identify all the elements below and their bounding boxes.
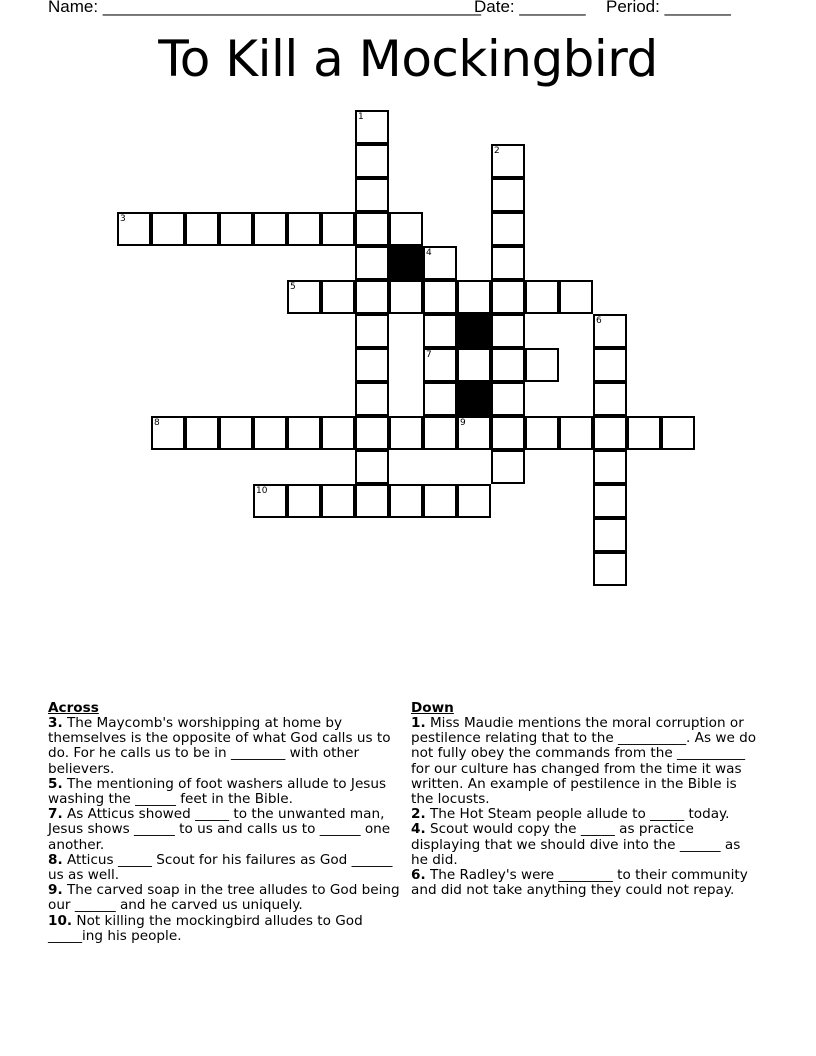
across-clue: [48, 883, 400, 913]
grid-cell[interactable]: [423, 382, 457, 416]
grid-cell[interactable]: [185, 212, 219, 246]
name-label: Name:: [48, 0, 99, 16]
black-cell: [389, 246, 423, 280]
period-label: Period:: [606, 0, 660, 16]
across-clue: [48, 853, 400, 883]
grid-cell[interactable]: [287, 212, 321, 246]
grid-cell[interactable]: [151, 416, 185, 450]
date-blank[interactable]: _______: [519, 0, 586, 16]
grid-cell[interactable]: [389, 484, 423, 518]
grid-cell[interactable]: [355, 314, 389, 348]
clue-number: 8: [154, 418, 160, 428]
grid-cell[interactable]: [525, 280, 559, 314]
down-clue: [411, 807, 761, 822]
grid-cell[interactable]: [355, 484, 389, 518]
down-clue: [411, 822, 761, 868]
grid-cell[interactable]: [117, 212, 151, 246]
grid-cell[interactable]: [389, 416, 423, 450]
clue-number: 7: [426, 350, 432, 360]
period-blank[interactable]: _______: [664, 0, 731, 16]
page-title: To Kill a Mockingbird: [158, 30, 658, 88]
grid-cell[interactable]: [491, 144, 525, 178]
grid-cell[interactable]: [593, 552, 627, 586]
clue-text: Scout would copy the _____ as practice displaying that we should dive into the ______ as he did.: [411, 821, 741, 868]
grid-cell[interactable]: [423, 416, 457, 450]
grid-cell[interactable]: [287, 280, 321, 314]
clue-number: 10.: [48, 912, 73, 929]
grid-cell[interactable]: [423, 348, 457, 382]
grid-cell[interactable]: [525, 348, 559, 382]
grid-cell[interactable]: [593, 518, 627, 552]
down-heading: Down: [411, 700, 454, 716]
grid-cell[interactable]: [287, 484, 321, 518]
across-clue: [48, 914, 400, 944]
clue-number: 3: [120, 214, 126, 224]
grid-cell[interactable]: [389, 212, 423, 246]
clue-number: 3.: [48, 715, 63, 731]
grid-cell[interactable]: [491, 314, 525, 348]
grid-cell[interactable]: [287, 416, 321, 450]
grid-cell[interactable]: [661, 416, 695, 450]
clue-number: 10: [256, 486, 268, 496]
clue-number: 2: [494, 146, 500, 156]
grid-cell[interactable]: [219, 212, 253, 246]
clue-text: Not killing the mockingbird alludes to God _____ing his people.: [48, 912, 363, 944]
grid-cell[interactable]: [525, 416, 559, 450]
grid-cell[interactable]: [321, 280, 355, 314]
grid-cell[interactable]: [627, 416, 661, 450]
clue-number: 5.: [48, 775, 63, 792]
grid-cell[interactable]: [355, 110, 389, 144]
down-clue: [411, 868, 761, 898]
grid-cell[interactable]: [355, 348, 389, 382]
grid-cell[interactable]: [355, 144, 389, 178]
clue-number: 9.: [48, 882, 63, 899]
grid-cell[interactable]: [423, 280, 457, 314]
grid-cell[interactable]: [593, 382, 627, 416]
grid-cell[interactable]: [151, 212, 185, 246]
grid-cell[interactable]: [491, 450, 525, 484]
grid-cell[interactable]: [491, 212, 525, 246]
grid-cell[interactable]: [423, 484, 457, 518]
across-clue: [48, 777, 400, 807]
clue-number: 1.: [411, 715, 426, 731]
clue-number: 9: [460, 418, 466, 428]
grid-cell[interactable]: [355, 450, 389, 484]
grid-cell[interactable]: [355, 280, 389, 314]
clue-text: Atticus _____ Scout for his failures as God ______ us as well.: [48, 851, 393, 884]
grid-cell[interactable]: [593, 314, 627, 348]
clue-text: As Atticus showed _____ to the unwanted man, Jesus shows ______ to us and calls us to ______ one another.: [48, 806, 391, 853]
clue-text: The Radley's were ________ to their community and did not take anything they could not repay.: [411, 867, 748, 899]
grid-cell[interactable]: [423, 246, 457, 280]
clue-number: 2.: [411, 806, 426, 823]
down-clues: [411, 700, 761, 898]
grid-cell[interactable]: [253, 484, 287, 518]
grid-cell[interactable]: [593, 416, 627, 450]
grid-cell[interactable]: [423, 314, 457, 348]
grid-cell[interactable]: [355, 416, 389, 450]
black-cell: [457, 382, 491, 416]
grid-cell[interactable]: [321, 416, 355, 450]
clue-number: 4: [426, 248, 432, 258]
grid-cell[interactable]: [185, 416, 219, 450]
grid-cell[interactable]: [559, 416, 593, 450]
grid-cell[interactable]: [593, 348, 627, 382]
grid-cell[interactable]: [219, 416, 253, 450]
clue-text: The Maycomb's worshipping at home by themselves is the opposite of what God calls us to do. For he calls us to be in ________ with other believers.: [48, 715, 391, 777]
grid-cell[interactable]: [457, 348, 491, 382]
clue-number: 5: [290, 282, 296, 292]
clue-number: 6: [596, 316, 602, 326]
grid-cell[interactable]: [253, 416, 287, 450]
name-blank[interactable]: ________________________________________: [102, 0, 481, 16]
clue-text: The Hot Steam people allude to _____ today.: [429, 806, 730, 823]
grid-cell[interactable]: [355, 212, 389, 246]
black-cell: [457, 314, 491, 348]
across-clue: [48, 716, 400, 777]
clue-text: The carved soap in the tree alludes to God being our ______ and he carved us uniquely.: [48, 882, 400, 914]
grid-cell[interactable]: [389, 280, 423, 314]
grid-cell[interactable]: [491, 416, 525, 450]
down-clue: [411, 716, 761, 807]
grid-cell[interactable]: [457, 416, 491, 450]
grid-cell[interactable]: [253, 212, 287, 246]
grid-cell[interactable]: [457, 280, 491, 314]
clue-text: The mentioning of foot washers allude to Jesus washing the ______ feet in the Bible.: [48, 775, 387, 808]
grid-cell[interactable]: [355, 382, 389, 416]
across-clues: [48, 700, 400, 944]
grid-cell[interactable]: [355, 246, 389, 280]
grid-cell[interactable]: [559, 280, 593, 314]
across-clue: [48, 807, 400, 853]
clue-text: Miss Maudie mentions the moral corruption or pestilence relating that to the __________. As we do not fully obey the commands from the __________ for our culture has changed from the time it was written. An example of pestilence in the Bible is the locusts.: [411, 715, 757, 808]
date-label: Date:: [474, 0, 515, 16]
grid-cell[interactable]: [321, 484, 355, 518]
across-heading: Across: [48, 700, 99, 716]
clue-number: 4.: [411, 821, 426, 838]
grid-cell[interactable]: [491, 348, 525, 382]
grid-cell[interactable]: [457, 484, 491, 518]
grid-cell[interactable]: [491, 382, 525, 416]
clue-number: 7.: [48, 806, 63, 823]
grid-cell[interactable]: [491, 246, 525, 280]
grid-cell[interactable]: [491, 178, 525, 212]
clue-number: 8.: [48, 851, 63, 868]
grid-cell[interactable]: [321, 212, 355, 246]
grid-cell[interactable]: [593, 484, 627, 518]
clue-number: 6.: [411, 867, 426, 884]
clue-number: 1: [358, 112, 364, 122]
grid-cell[interactable]: [593, 450, 627, 484]
grid-cell[interactable]: [491, 280, 525, 314]
grid-cell[interactable]: [355, 178, 389, 212]
